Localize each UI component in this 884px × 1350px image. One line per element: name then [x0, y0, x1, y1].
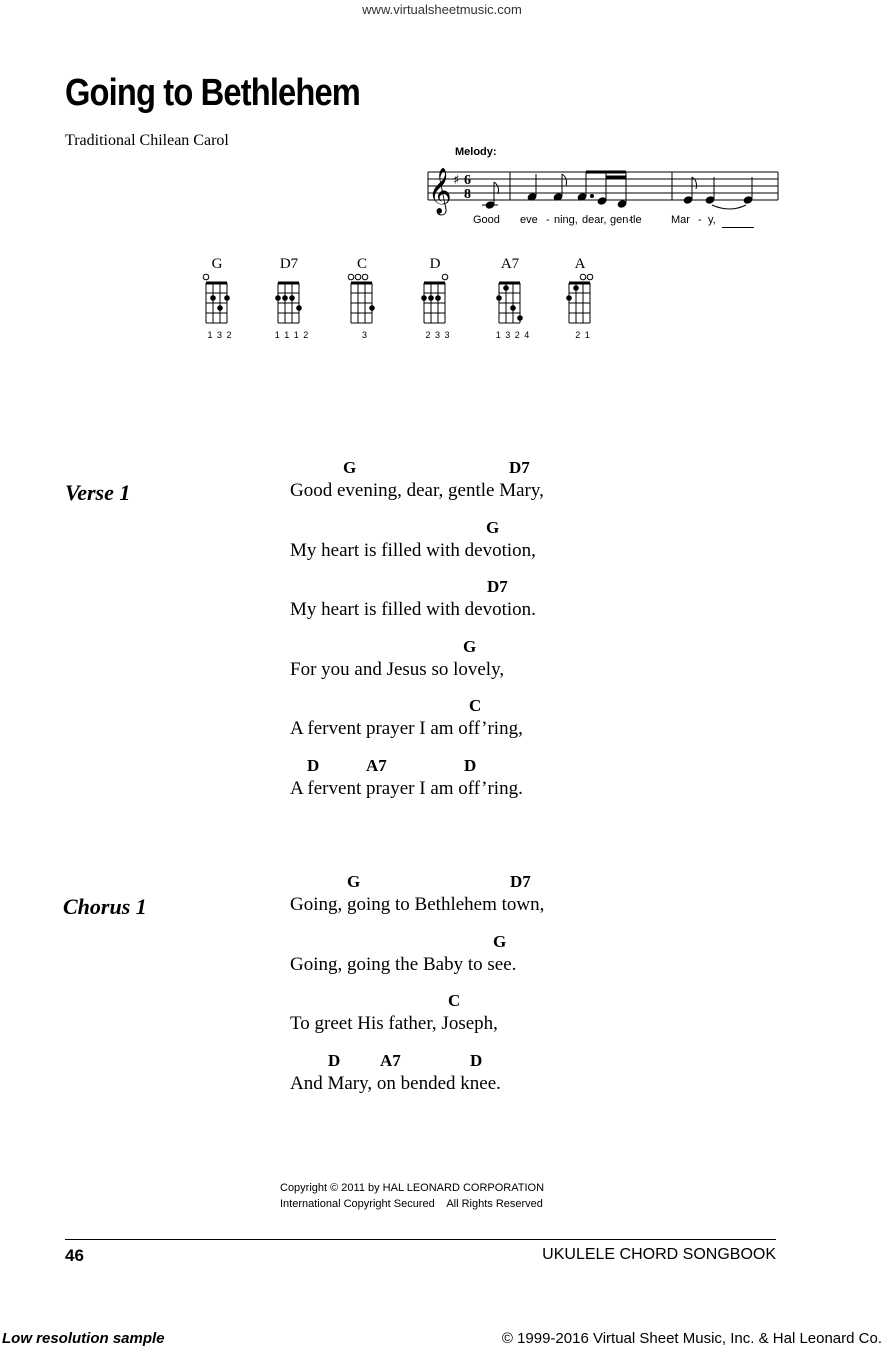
chord-symbol: D	[464, 755, 477, 775]
section-label-chorus-1: Chorus 1	[63, 894, 147, 919]
chord-diagram-name: G	[211, 256, 223, 272]
chord-fingering: 1 3 2	[207, 330, 233, 340]
chord-symbol: G	[493, 931, 507, 951]
chord-symbol: A7	[380, 1050, 401, 1070]
fretboard-grid	[200, 273, 234, 325]
melody-staff	[420, 160, 780, 220]
chord-symbol: C	[448, 991, 461, 1010]
chord-diagram-g	[200, 256, 250, 340]
chord-symbol: G	[463, 636, 477, 656]
chord-row	[290, 872, 770, 892]
chord-symbol: G	[486, 517, 500, 537]
chord-diagram-d7	[272, 256, 322, 340]
chord-fingering: 1 3 2 4	[495, 330, 531, 340]
chord-row	[290, 756, 770, 776]
melody-lyric: gen-	[610, 214, 633, 226]
lyric-line: Good evening, dear, gentle Mary,	[290, 480, 544, 501]
chord-row	[290, 577, 770, 597]
verse-1-lyrics	[290, 458, 770, 808]
melody-lyric: Mar	[671, 214, 690, 226]
lyric-line: Going, going to Bethlehem town,	[290, 894, 545, 915]
site-copyright: © 1999-2016 Virtual Sheet Music, Inc. & Hal Leonard Co.	[501, 1330, 882, 1347]
chord-symbol: D	[470, 1050, 483, 1070]
chord-symbol: A7	[366, 755, 387, 775]
lyric-line: For you and Jesus so lovely,	[290, 658, 505, 680]
sample-note: Low resolution sample	[2, 1330, 165, 1347]
chord-row	[290, 637, 770, 657]
copyright-notice	[280, 1180, 544, 1212]
fretboard-grid	[563, 273, 597, 325]
melody-lyric: y,	[708, 214, 716, 226]
melody-lyric: eve	[520, 214, 538, 226]
section-label-verse-1: Verse 1	[65, 480, 131, 505]
chord-fingering: 1 1 1 2	[274, 330, 310, 340]
chord-row	[290, 696, 770, 716]
chord-diagram-d	[418, 256, 468, 340]
chord-fingering: 3	[361, 330, 368, 340]
chord-diagram-name: D	[429, 256, 441, 272]
melody-lyric: -	[698, 214, 702, 226]
chord-row	[290, 518, 770, 538]
chord-symbol: D7	[487, 577, 508, 596]
lyric-line: My heart is filled with devotion,	[290, 539, 536, 561]
chord-symbol: D	[307, 755, 320, 775]
footer-divider	[65, 1239, 776, 1240]
svg-text:6: 6	[464, 173, 471, 188]
svg-text:♯: ♯	[453, 173, 460, 188]
melody-lyric: ning,	[554, 214, 578, 226]
chord-symbol: C	[469, 696, 482, 715]
svg-text:8: 8	[464, 187, 471, 202]
melody-label: Melody:	[455, 146, 497, 158]
lyric-line: My heart is filled with devotion.	[290, 599, 536, 620]
chord-row	[290, 932, 770, 952]
lyric-line: Going, going the Baby to see.	[290, 953, 517, 975]
page-number: 46	[65, 1246, 84, 1265]
chord-diagram-name: C	[356, 256, 367, 272]
chord-row	[290, 1051, 770, 1071]
chord-symbol: G	[343, 458, 357, 477]
chord-diagram-name: A7	[500, 256, 520, 272]
lyric-line: And Mary, on bended knee.	[290, 1072, 501, 1094]
lyric-line: To greet His father, Joseph,	[290, 1013, 498, 1034]
copyright-line-2: International Copyright Secured All Rights Reserved	[280, 1198, 543, 1210]
chord-symbol: D	[328, 1050, 341, 1070]
chord-fingering: 2 1	[575, 330, 591, 340]
chord-fingering: 2 3 3	[425, 330, 451, 340]
chord-row	[290, 991, 770, 1011]
chord-diagram-a7	[493, 256, 543, 340]
chord-diagram-name: A	[574, 256, 586, 272]
chorus-1-lyrics	[290, 872, 770, 1112]
melisma-line	[722, 227, 754, 228]
chord-symbol: D7	[510, 872, 531, 891]
chord-diagram-c	[345, 256, 395, 340]
chord-symbol: D7	[509, 458, 530, 477]
melody-lyric: tle	[630, 214, 642, 226]
treble-clef-icon: 𝄞	[428, 168, 452, 214]
source-url: www.virtualsheetmusic.com	[362, 2, 522, 17]
book-title: UKULELE CHORD SONGBOOK	[542, 1246, 776, 1263]
chord-diagram-a	[563, 256, 613, 340]
melody-lyric: dear,	[582, 214, 607, 226]
lyric-line: A fervent prayer I am off’ring,	[290, 718, 523, 739]
lyric-line: A fervent prayer I am off’ring.	[290, 777, 523, 799]
fretboard-grid	[345, 273, 379, 325]
fretboard-grid	[272, 273, 306, 325]
fretboard-grid	[418, 273, 452, 325]
copyright-line-1: Copyright © 2011 by HAL LEONARD CORPORATION	[280, 1182, 545, 1194]
song-subtitle: Traditional Chilean Carol	[65, 132, 229, 149]
melody-lyric: Good	[473, 214, 500, 226]
fretboard-grid	[493, 273, 527, 325]
melody-lyric: -	[546, 214, 550, 226]
chord-symbol: G	[347, 872, 361, 891]
chord-diagram-name: D7	[279, 256, 299, 272]
chord-row	[290, 458, 770, 478]
song-title: Going to Bethlehem	[65, 72, 360, 114]
